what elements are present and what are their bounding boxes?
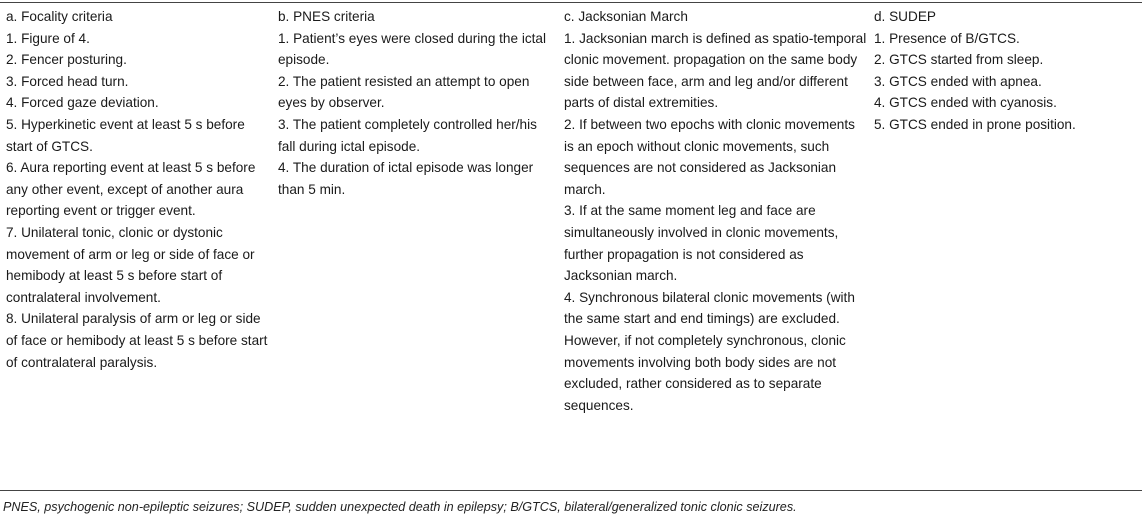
list-item: 1. Jacksonian march is defined as spatio-temporal clonic movement. propagation on the same body side between face, arm and leg and/or different parts of distal extremities. [564,30,867,111]
criteria-list [874,28,1142,136]
list-item: 5. GTCS ended in prone position. [874,116,1076,132]
list-item: 3. If at the same moment leg and face are simultaneously involved in clonic movements, further propagation is not considered as Jacksonian march. [564,203,839,284]
list-item: 6. Aura reporting event at least 5 s before any other event, except of another aura reporting event or trigger event. [6,160,256,219]
column-header: a. Focality criteria [6,9,113,24]
bottom-rule [0,490,1142,491]
list-item: 1. Presence of B/GTCS. [874,30,1020,46]
list-item: 2. Fencer posturing. [6,52,127,68]
list-item: 2. The patient resisted an attempt to open eyes by observer. [278,73,530,111]
list-item: 3. The patient completely controlled her/his fall during ictal episode. [278,116,537,154]
list-item: 3. Forced head turn. [6,73,129,89]
criteria-list [564,28,868,417]
list-item: 7. Unilateral tonic, clonic or dystonic movement of arm or leg or side of face or hemibody at least 5 s before start of contralateral involvement. [6,224,255,305]
list-item: 1. Patient’s eyes were closed during the ictal episode. [278,30,546,68]
list-item: 2. GTCS started from sleep. [874,52,1044,68]
list-item: 1. Figure of 4. [6,30,90,46]
column-header: c. Jacksonian March [564,9,688,24]
column-header: d. SUDEP [874,9,936,24]
list-item: 2. If between two epochs with clonic movements is an epoch without clonic movements, such sequences are not considered as Jacksonian march. [564,116,855,197]
column-pnes-criteria [272,6,558,490]
list-item: 4. Forced gaze deviation. [6,95,159,111]
table-footnote: PNES, psychogenic non-epileptic seizures; SUDEP, sudden unexpected death in epilepsy; B/GTCS, bilateral/generalized tonic clonic seizures. [3,500,797,514]
column-header: b. PNES criteria [278,9,375,24]
list-item: 4. The duration of ictal episode was longer than 5 min. [278,160,534,197]
column-sudep [868,6,1142,490]
list-item: 5. Hyperkinetic event at least 5 s before start of GTCS. [6,116,245,154]
column-jacksonian-march [558,6,868,490]
list-item: 8. Unilateral paralysis of arm or leg or side of face or hemibody at least 5 s before start of contralateral paralysis. [6,311,268,370]
criteria-list [6,28,272,374]
list-item: 4. Synchronous bilateral clonic movements (with the same start and end timings) are excluded. However, if not completely synchronous, clonic movements involving both body sides are not excluded, rather considered as to separate sequences. [564,289,855,413]
list-item: 4. GTCS ended with cyanosis. [874,95,1057,111]
criteria-list [278,28,558,201]
list-item: 3. GTCS ended with apnea. [874,73,1042,89]
table-body [0,3,1145,490]
column-focality-criteria [0,6,272,490]
